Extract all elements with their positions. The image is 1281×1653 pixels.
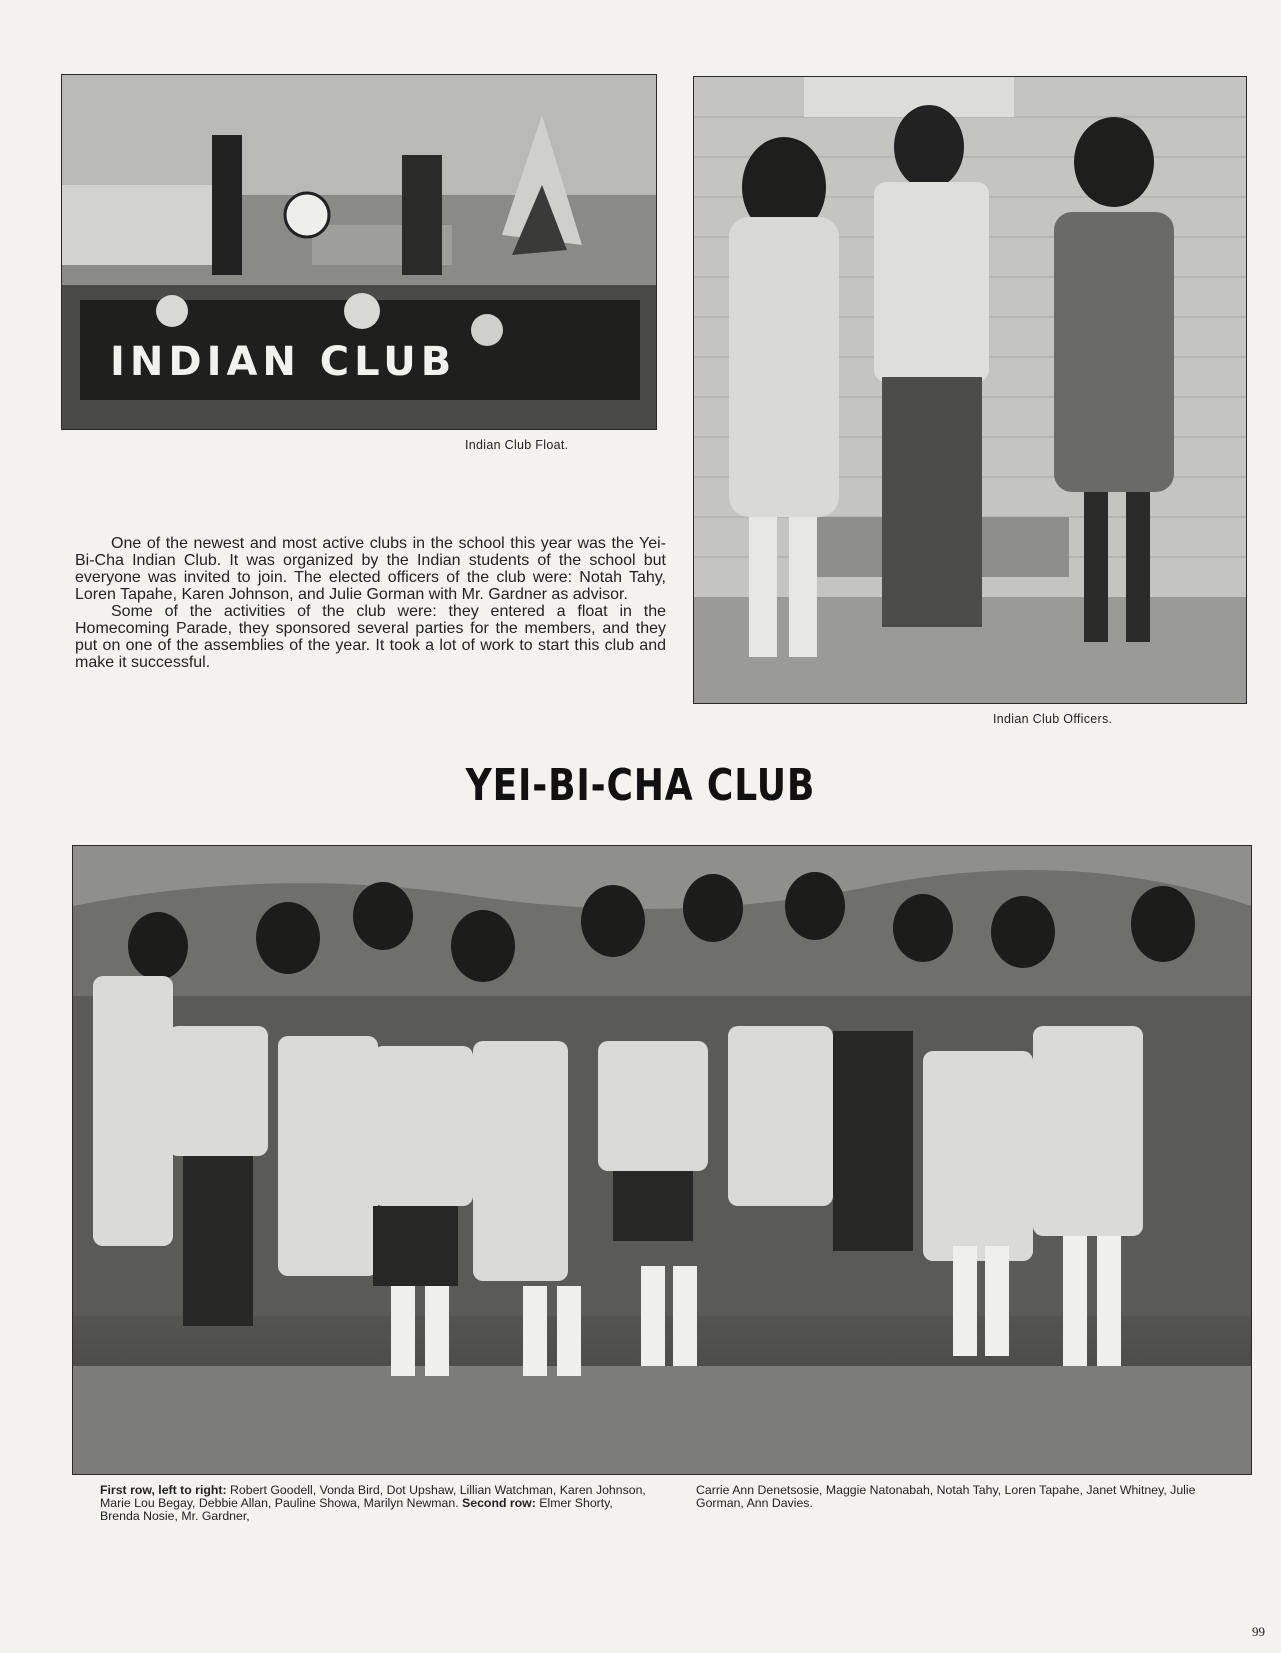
article-paragraph: Some of the activities of the club were: they entered a float in the Homecoming Parade, they sponsored several parties for the members, and they put on one of the assemblies of the year. It took a lot of work to start this club and make it successful.: [75, 603, 666, 671]
article-paragraph: One of the newest and most active clubs in the school this year was the Yei-Bi-Cha Indian Club. It was organized by the Indian students of the school but everyone was invited to join. The elected officers of the club were: Notah Tahy, Loren Tapahe, Karen Johnson, and Julie Gorman with Mr. Gardner as advisor.: [75, 535, 666, 603]
page-title: YEI-BI-CHA CLUB: [465, 760, 816, 811]
second-row-names: Elmer Shorty, Brenda Nosie, Mr. Gardner,: [100, 1496, 613, 1523]
first-row-label: First row, left to right:: [100, 1483, 227, 1497]
first-row-names: Robert Goodell, Vonda Bird, Dot Upshaw, Lillian Watchman, Karen Johnson, Marie Lou Begay, Debbie Allan, Pauline Showa, Marilyn Newman.: [100, 1483, 646, 1510]
officers-photo: [693, 76, 1247, 704]
group-caption-right: [696, 1484, 1246, 1510]
group-caption-left: [100, 1484, 646, 1523]
float-photo: [61, 74, 657, 430]
page-number: 99: [1252, 1624, 1265, 1639]
float-banner-text: INDIAN CLUB: [110, 339, 457, 385]
group-photo: [72, 845, 1252, 1475]
float-caption: Indian Club Float.: [465, 438, 569, 452]
second-row-names-continued: Carrie Ann Denetsosie, Maggie Natonabah, Notah Tahy, Loren Tapahe, Janet Whitney, Julie Gorman, Ann Davies.: [696, 1483, 1196, 1510]
article-text: [75, 535, 666, 671]
second-row-label: Second row:: [462, 1496, 536, 1510]
officers-caption: Indian Club Officers.: [993, 712, 1113, 726]
